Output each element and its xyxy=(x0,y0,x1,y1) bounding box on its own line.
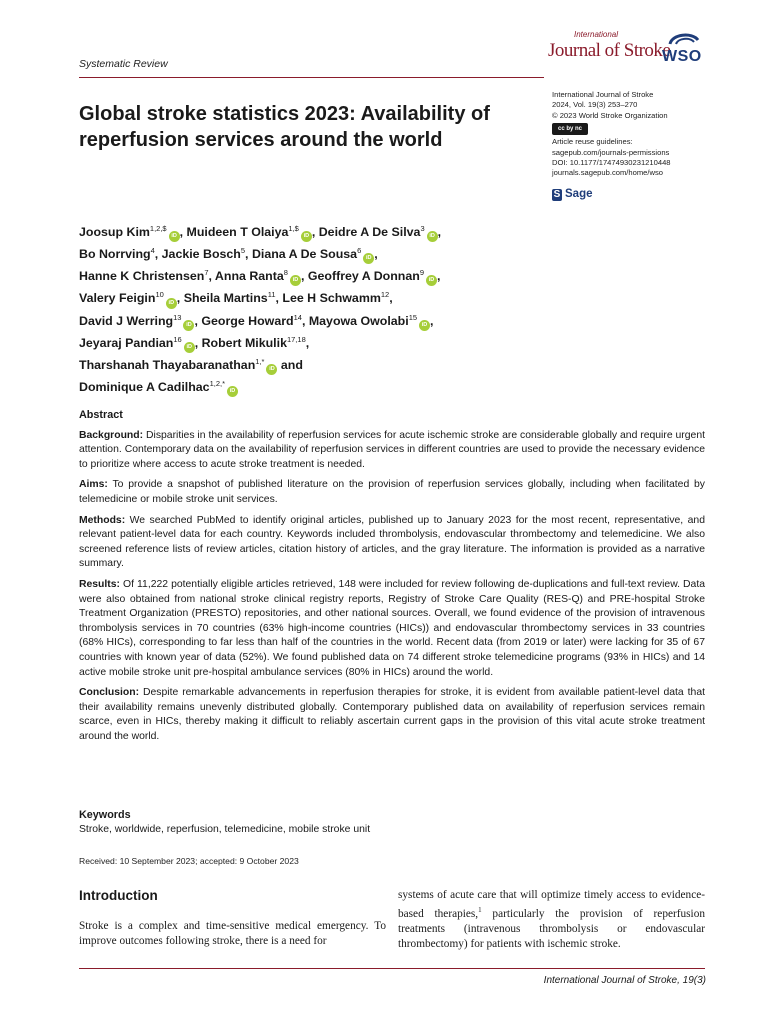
author: Anna Ranta xyxy=(214,269,284,284)
abstract-background: Background: Disparities in the availability of reperfusion services for acute ischemic stroke are considerable globally and require urgent attention. Contemporary data on the availability of reperfusion services in different countries are used to provide the necessary evidence to prioritize where access to acute stroke treatment is needed. xyxy=(79,429,705,470)
meta-journal: International Journal of Stroke xyxy=(552,90,654,99)
header-rule xyxy=(79,77,544,78)
author: Joosup Kim xyxy=(79,225,150,240)
orcid-icon[interactable]: iD xyxy=(301,231,312,242)
abstract xyxy=(79,408,705,750)
wso-logo-text: WSO xyxy=(662,48,702,65)
author-affiliation: 1,$ xyxy=(288,224,299,233)
author-affiliation: 1,2,$ xyxy=(149,224,167,233)
journal-logo-name: Journal of Stroke xyxy=(548,40,671,61)
citation-ref[interactable]: 1 xyxy=(478,906,482,915)
author-affiliation: 6 xyxy=(357,246,362,256)
author-affiliation: 15 xyxy=(408,312,418,322)
author-affiliation: 1,* xyxy=(255,356,265,366)
author: Sheila Martins xyxy=(183,291,268,306)
abstract-results: Results: Of 11,222 potentially eligible articles retrieved, 148 were included for review following de-duplications and full-text review. Data were also obtained from national stroke clinical registry reports, Registry of Stroke Care Quality (RES-Q) and PRE-hospital Stroke Treatment Organization (PRESTO) repositories, and other national sources. Overall, we found evidence of the provision of intravenous thrombolysis services in 70 countries (63% high-income countries (HICs)) and endovascular thrombectomy services in 33 countries (68% HICs), corresponding to far less than half of the countries in the world. Recent data (from 2019 or later) were lacking for 35 of 67 countries with known year of data (52%). We found published data on 74 different stroke telemedicine programs (93% in HICs) and 14 active mobile stroke unit pre-hospital ambulance services (80% in HICs) around the world. xyxy=(79,578,705,678)
author: Jeyaraj Pandian xyxy=(79,335,174,350)
orcid-icon[interactable]: iD xyxy=(184,342,195,353)
article-meta xyxy=(552,90,722,179)
article-title: Global stroke statistics 2023: Availability of reperfusion services around the world xyxy=(79,103,490,151)
author-affiliation: 1,2,* xyxy=(209,378,226,388)
author: Muideen T Olaiya xyxy=(186,225,289,240)
author: George Howard xyxy=(201,313,294,328)
orcid-icon[interactable]: iD xyxy=(183,320,194,331)
orcid-icon[interactable]: iD xyxy=(266,364,277,375)
author-affiliation: 4 xyxy=(150,246,155,256)
author: Dominique A Cadilhac xyxy=(79,380,210,394)
cc-license-badge[interactable]: cc by nc xyxy=(552,123,588,135)
orcid-icon[interactable]: iD xyxy=(419,320,430,331)
author: Robert Mikulik xyxy=(201,335,287,350)
introduction-col1: Stroke is a complex and time-sensitive medical emergency. To improve outcomes following stroke, there is a need for xyxy=(79,920,386,948)
author-affiliation: 9 xyxy=(419,268,424,278)
keywords-list: Stroke, worldwide, reperfusion, telemedicine, mobile stroke unit xyxy=(79,823,371,835)
author-list: Joosup Kim$^{1,2,\$}$iD , Muideen T Olaiya$^{1,\$}$iD , Deidre A De Silva$^3$iD , Bo Norrving$^4$, Jackie Bosch$^5$, Diana A De Sousa$^6$iD , Hanne K Christensen$^7$, Anna Ranta$^8$iD , Geoffrey A Donnan$^9$iD , Valery Feigin$^{10}$iD , Sheila Martins$^{11}$, Lee H Schwamm$^{12}$, David J Werring$^{13}$iD , George Howard$^{14}$, Mayowa Owolabi$^{15}$iD , Jeyaraj Pandian$^{16}$iD , Robert Mikulik$^{17,18}$, Tharshanah Thayabaranathan$^{1,*}$iD and Dominique A Cadilhac$^{1,2,*}$iD xyxy=(79,220,549,397)
orcid-icon[interactable]: iD xyxy=(166,298,177,309)
author-affiliation: 11 xyxy=(267,290,276,300)
orcid-icon[interactable]: iD xyxy=(427,231,438,242)
abstract-methods: Methods: We searched PubMed to identify original articles, published up to January 2023 for the most recent, representative, and relevant patient-level data for each country. Keywords included thrombolysis, endovascular thrombectomy and telemedicine. We also screened reference lists of review articles, citation history of articles, and the gray literature. The information is provided as a narrative summary. xyxy=(79,514,705,570)
publisher-logo xyxy=(552,188,593,201)
journal-logo xyxy=(548,30,718,70)
received-dates: Received: 10 September 2023; accepted: 9 October 2023 xyxy=(79,856,299,866)
author-affiliation: 5 xyxy=(240,246,246,256)
author-affiliation: 3 xyxy=(420,224,425,233)
author-affiliation: 8 xyxy=(283,268,288,278)
abstract-heading: Abstract xyxy=(79,409,123,421)
author: Valery Feigin xyxy=(79,291,156,306)
journal-logo-international: International xyxy=(574,30,619,39)
author: Geoffrey A Donnan xyxy=(307,269,420,284)
publisher-name: Sage xyxy=(565,188,593,200)
author-affiliation: 10 xyxy=(155,290,164,300)
author-affiliation: 16 xyxy=(173,334,182,344)
meta-reuse: Article reuse guidelines: xyxy=(552,137,633,147)
section-label: Systematic Review xyxy=(79,58,168,70)
author: Diana A De Sousa xyxy=(251,247,358,262)
meta-doi[interactable]: DOI: 10.1177/17474930231210448 xyxy=(552,158,671,168)
author: Jackie Bosch xyxy=(161,247,241,262)
sage-s-icon: S xyxy=(553,189,561,200)
author-affiliation: 7 xyxy=(204,268,209,278)
orcid-icon[interactable]: iD xyxy=(227,386,238,397)
author: Deidre A De Silva xyxy=(318,225,421,240)
author: Hanne K Christensen xyxy=(79,269,205,284)
orcid-icon[interactable]: iD xyxy=(169,231,180,242)
introduction-col2: systems of acute care that will optimize timely access to evidence-based therapies,$^1$ particularly the provision of reperfusion treatments (intravenous thrombolysis or endovascular thrombectomy) for patients with ischemic stroke. xyxy=(398,889,705,951)
meta-copyright: © 2023 World Stroke Organization xyxy=(552,110,668,120)
orcid-icon[interactable]: iD xyxy=(363,253,374,264)
introduction-heading: Introduction xyxy=(79,888,158,903)
author: Mayowa Owolabi xyxy=(308,313,409,328)
keywords-heading: Keywords xyxy=(79,809,131,821)
author: David J Werring xyxy=(79,313,174,328)
author: Tharshanah Thayabaranathan xyxy=(79,357,256,372)
footer-rule xyxy=(79,968,705,969)
keywords xyxy=(79,808,705,837)
meta-reuse-link[interactable]: sagepub.com/journals-permissions xyxy=(552,147,670,157)
orcid-icon[interactable]: iD xyxy=(290,275,301,286)
author-affiliation: 14 xyxy=(293,312,302,322)
meta-volume: 2024, Vol. 19(3) 253–270 xyxy=(552,100,638,110)
author-affiliation: 13 xyxy=(173,312,182,322)
orcid-icon[interactable]: iD xyxy=(426,275,437,286)
author-affiliation: 17,18 xyxy=(286,334,306,344)
abstract-aims: Aims: To provide a snapshot of published literature on the provision of reperfusion services globally, including when facilitated by telemedicine or mobile stroke unit services. xyxy=(79,479,705,505)
meta-journal-link[interactable]: journals.sagepub.com/home/wso xyxy=(552,168,664,178)
author: Lee H Schwamm xyxy=(282,291,381,306)
abstract-conclusion: Conclusion: Despite remarkable advancements in reperfusion therapies for stroke, it is evident from available patient-level data that their availability remains unevenly distributed globally. Contemporary published data on availability of reperfusion services remain scarce, even in HICs, thereby making it difficult to reliably ascertain current gaps in the provision of this vital acute stroke treatment around the world. xyxy=(79,687,705,742)
author-affiliation: 12 xyxy=(380,290,390,300)
page-footer: International Journal of Stroke, 19(3) xyxy=(543,975,706,986)
author: Bo Norrving xyxy=(79,247,151,262)
